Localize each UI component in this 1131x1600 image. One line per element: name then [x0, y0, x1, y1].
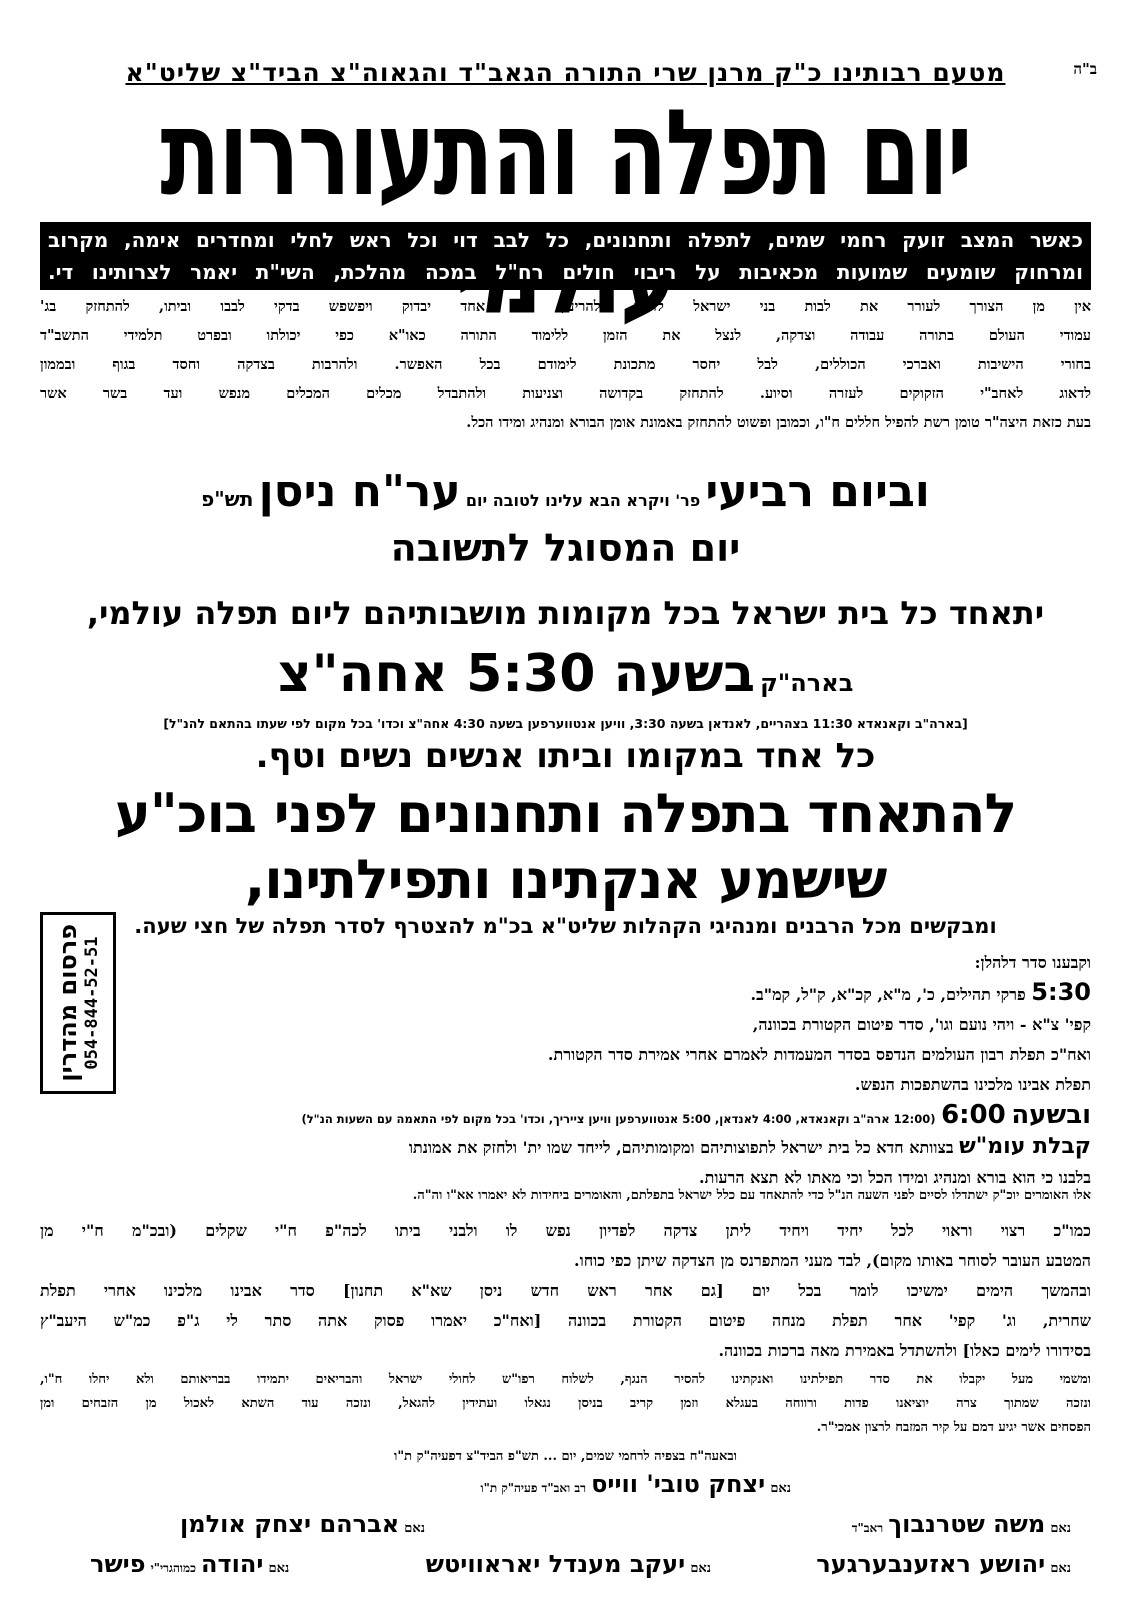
signature — [816, 1550, 1071, 1578]
continue-paragraph — [40, 1276, 1091, 1366]
closing-line: הפסחים אשר יגיע דמם על קיר המזבח לרצון אמכי"ר. — [816, 1420, 1091, 1435]
signature-name: יעקב מענדל יאראוויטש — [425, 1550, 686, 1578]
authority-line: מטעם רבותינו כ"ק מרנן שרי התורה הגאב"ד והגאוה"צ הביד"צ שליט"א — [125, 58, 1006, 87]
signature-name: יהודה — [201, 1550, 264, 1578]
signature-title: ראב"ד — [851, 1521, 884, 1535]
call-line-2: שישמע אנקתינו ותפילתינו, — [244, 848, 887, 911]
order-item: קפי' צ"א - ויהי נועם וגו', סדר פיטום הקטורת בכוונה, — [752, 1015, 1091, 1034]
signature-name: יצחק טובי' ווייס — [591, 1470, 766, 1498]
order-row — [120, 978, 1091, 1010]
continue-line: שחרית, וג' קפי' אחר תפלת מנחה פיטום הקטורת בכוונה [ואח"כ יאמרו פסוק אתה סתר לי ג"פ כמ"ש היעב"ץ — [40, 1311, 1091, 1330]
signature-title: רב ואב"ד פעיה"ק ת"ו — [480, 1481, 586, 1495]
signature-name: אברהם יצחק אולמן — [180, 1510, 400, 1538]
charity-line: כמו"כ רצוי וראוי לכל יחיד ויחיד ליתן צדקה לפדיון נפש לו ולבני ביתו לכה"פ ח"י שקלים (ובכ"מ ח"י מן — [40, 1221, 1092, 1240]
signature-name: יהושע ראזענבערגער — [816, 1550, 1046, 1578]
order-item: ואח"כ תפלת רבון העולמים הנדפס בסדר המעמדות לאמרם אחרי אמירת סדר הקטורת. — [547, 1045, 1091, 1064]
order-item: תפלת אבינו מלכינו בהשתפכות הנפש. — [854, 1075, 1091, 1094]
signature-label: נאם — [268, 1561, 290, 1576]
advertiser-phone: 054-844-52-51 — [82, 936, 102, 1070]
signature — [426, 1550, 711, 1578]
signature — [852, 1510, 1071, 1538]
order-time-prefix: ובשעה — [1011, 1100, 1091, 1130]
closing-line: ומשמי מעל יקבלו את סדר תפילתינו ואנקתינו להסיר הנגף, לשלוח רפו"ש לחולי ישראל והבריאים יתמידו בבריאותם ולא יחלו ח"ו, — [40, 1372, 1091, 1387]
advertiser-box — [40, 912, 116, 1094]
signature-surname: פישר — [90, 1550, 146, 1578]
charity-line: המטבע העובר לסוחר באותו מקום), לבד מעני המתפרנס מן הצדקה שיתן כפי כוחו. — [574, 1251, 1091, 1270]
call-line-1: להתאחד בתפלה ותחנונים לפני בוכ"ע — [114, 782, 1017, 845]
intro-box — [40, 222, 1091, 290]
time-line — [40, 644, 1091, 704]
paragraph-line: עמודי העולם בתורה עבודה וצדקה, לנצל את הזמן ללימוד התורה כאו"א כפי יכולתו ובפרט תלמידי התשב"ד — [40, 327, 1091, 344]
closing-line: ונזכה שמתוך צרה יוציאנו פדות ורווחה בעגלא וזמן קריב בניסן נגאלו ועתידין להגאל, ונזכה עוד השתא לאכול מן הזבחים ומן — [40, 1396, 1091, 1411]
proclamation-page — [40, 36, 1097, 1578]
continue-line: ובהמשך הימים ימשיכו לומר בכל יום [גם אחר ראש חדש ניסן שא"א תחנון] סדר אבינו מלכינו אחרי תפלת — [40, 1281, 1091, 1300]
prayer-order — [120, 948, 1091, 1193]
time-prefix: בארה"ק — [760, 669, 854, 697]
day-of-week: וביום רביעי — [705, 466, 930, 517]
opening-paragraph — [40, 292, 1091, 437]
order-row — [120, 1100, 1091, 1133]
advertiser-name: פרסום מהדרין — [54, 924, 82, 1082]
request-line: ומבקשים מכל הרבנים ומנהיגי הקהלות שליט"א בכ"מ להצטרף לסדר תפלה של חצי שעה. — [134, 914, 997, 938]
signature-title: כמוהגרי"י — [150, 1561, 196, 1575]
signature-main — [481, 1470, 791, 1498]
signature-name: משה שטרנבוך — [888, 1510, 1046, 1538]
paragraph-line: בחורי הישיבות ואברכי הכוללים, לבל יחסר מתכונת לימודם בכל האפשר. ולהרבות בצדקה וחסד בגוף ובממון — [40, 356, 1091, 373]
small-note: אלו האומרים יוכ"ק ישתדלו לסיים לפני השעה הנ"ל כדי להתאחד עם כלל ישראל בתפלתם, והאומרים ביחידות לא יאמרו אא"ו וה"ה. — [412, 1188, 1091, 1203]
unite-line: יתאחד כל בית ישראל בכל מקומות מושבותיהם ליום תפלה עולמי, — [86, 594, 1045, 632]
signature — [180, 1510, 425, 1538]
date-line — [40, 466, 1091, 517]
intro-line: ומרחוק שומעים שמועות מכאיבות על ריבוי חולים רח"ל במכה מהלכת, השי"ת יאמר לצרותינו די. — [48, 260, 1083, 284]
signature-label: נאם — [770, 1481, 791, 1496]
subtitle: יום המסוגל לתשובה — [390, 526, 741, 570]
order-intro: וקבענו סדר דלהלן: — [974, 953, 1091, 972]
paragraph-line: בעת כזאת היצה"ר טומן רשת להפיל חללים ח"ו, וכמובן ופשוט להתחזק באמונת אומן הבורא ומנהיג ומידו הכל. — [466, 414, 1091, 431]
date-text: ער"ח ניסן — [258, 466, 461, 517]
kabbalat-heading: קבלת עומ"ש — [959, 1134, 1091, 1159]
each-place-line: כל אחד במקומו וביתו אנשים נשים וטף. — [255, 736, 876, 776]
closing-paragraph — [40, 1368, 1091, 1440]
continue-line: בסידורו לימים כאלו] ולהשתדל באמירת מאה ברכות בכוונה. — [718, 1341, 1091, 1360]
bh-mark: ב"ה — [1073, 60, 1097, 78]
year-text: תש"פ — [201, 487, 254, 511]
order-item: פרקי תהילים, כ', מ"א, קכ"א, ק"ל, קמ"ב. — [750, 985, 1026, 1004]
order-row — [120, 1133, 1091, 1163]
parsha-text: פר' ויקרא הבא עלינו לטובה יום — [465, 491, 701, 510]
paragraph-line: אין מן הצורך לעורר את לבות בני ישראל לזעוק ולהריע, וכל אחד יבדוק ויפשפש בדקי לבבו וביתו, להתחזק בג' — [40, 298, 1091, 315]
main-time: בשעה 5:30 אחה"צ — [277, 644, 756, 704]
intro-line: כאשר המצב זועק רחמי שמים, לתפלה ותחנונים, כל לבב דוי וכל ראש לחלי ומחדרים אימה, מקרוב — [48, 228, 1083, 252]
order-time-note: (12:00 ארה"ב וקאנאדא, 4:00 לאנדאן, 5:00 אנטווערפען וויען צייריך, וכדו' בכל מקום לפי התאמה עם השעות הנ"ל) — [301, 1112, 936, 1126]
order-time: 5:30 — [1031, 978, 1091, 1006]
signature-label: נאם — [404, 1521, 425, 1536]
order-time: 6:00 — [941, 1100, 1006, 1130]
kabbalat-text: בלבנו כי הוא בורא ומנהיג ומידו הכל וכי מאתו לא תצא הרעות. — [699, 1168, 1091, 1187]
signature — [90, 1550, 289, 1578]
page-title: יום תפלה והתעוררות — [160, 83, 971, 223]
signature-label: נאם — [1050, 1561, 1071, 1576]
charity-paragraph — [40, 1216, 1091, 1276]
paragraph-line: לדאוג לאחב"י הזקוקים לעזרה וסיוע. להתחזק בקדושה וצניעות ולהתבדל מכלים המכלים מנפש ועד בשר אשר — [40, 385, 1091, 402]
awaiting-line: ובאעה"ח בצפיה לרחמי שמים, יום ... תש"פ הביד"צ דפעיה"ק ת"ו — [394, 1449, 737, 1464]
signature-label: נאם — [690, 1561, 711, 1576]
advertiser-text — [54, 924, 102, 1082]
timezones-note: [בארה"ב וקאנאדא 11:30 בצהריים, לאנדאן בשעה 3:30, וויען אנטווערפען בשעה 4:30 אחה"צ וכדו' בכל מקום לפי שעתו בהתאם להנ"ל] — [163, 716, 968, 731]
kabbalat-text: בצוותא חדא כל בית ישראל לתפוצותיהם ומקומותיהם, לייחד שמו ית' ולחזק את אמונתו — [408, 1138, 954, 1157]
signature-label: נאם — [1050, 1521, 1071, 1536]
